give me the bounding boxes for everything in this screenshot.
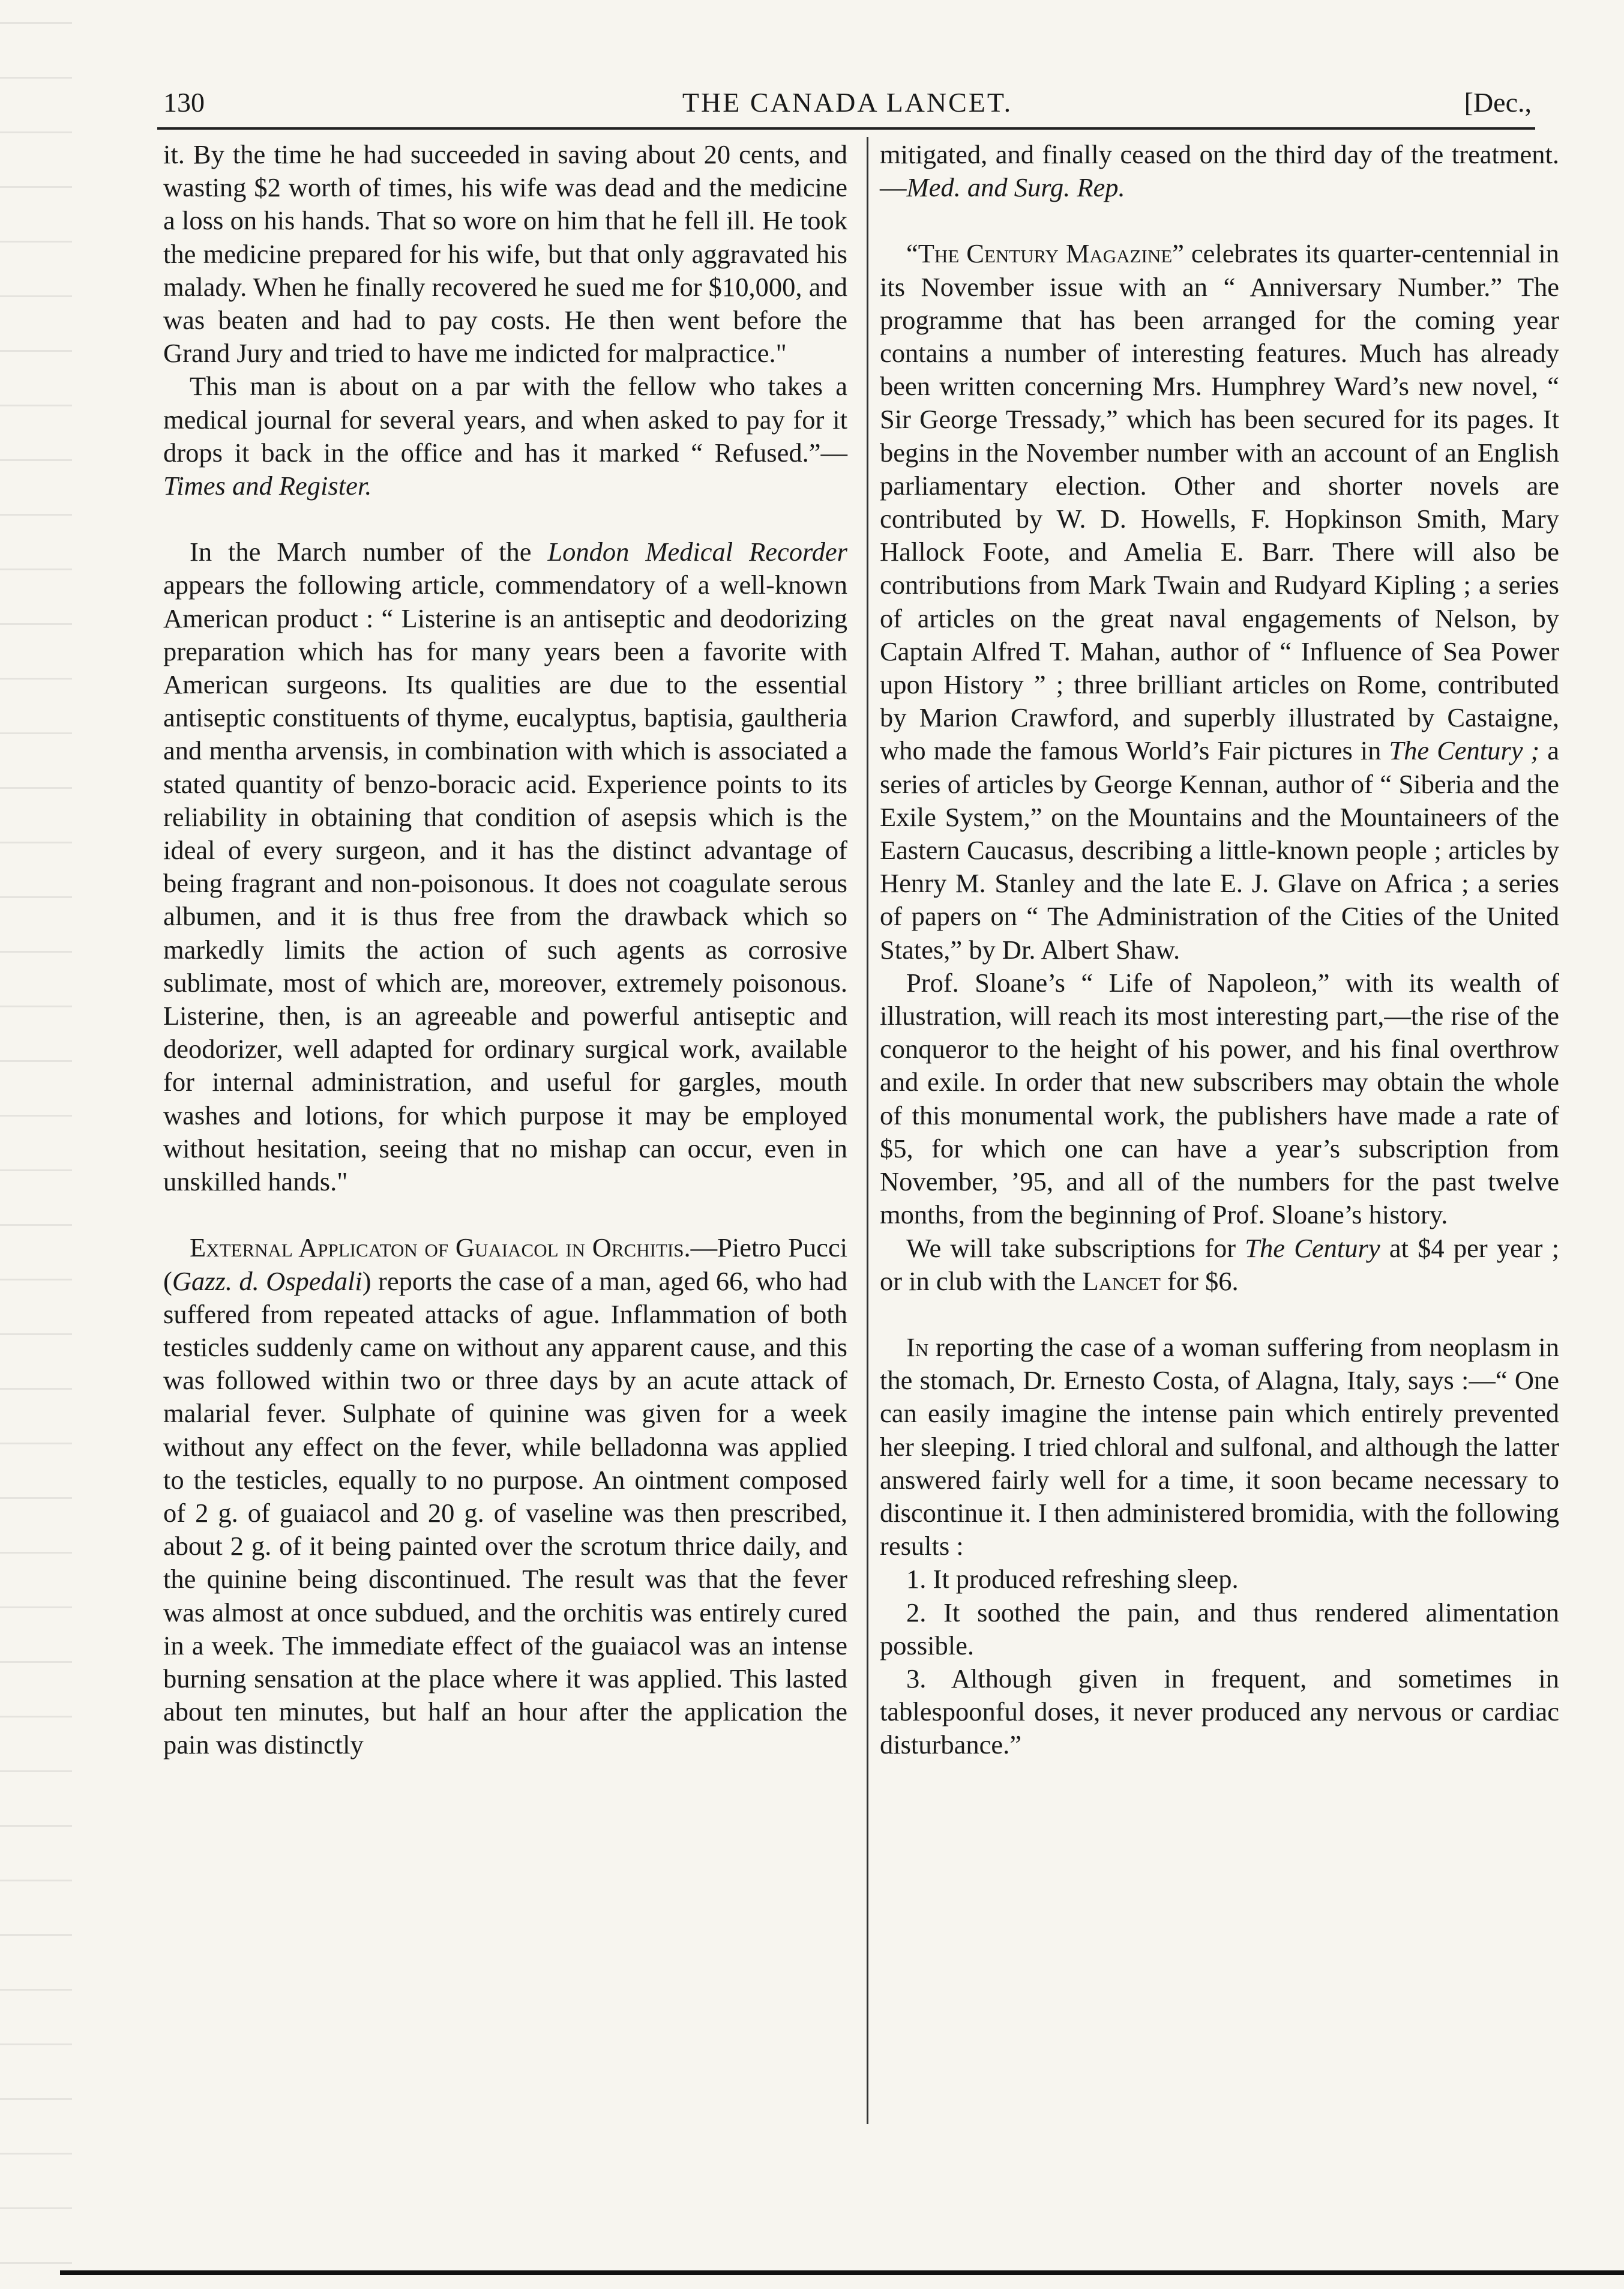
source-citation: Med. and Surg. Rep. bbox=[906, 172, 1125, 203]
section-heading: External Applicaton of Guaiacol in Orchitis. bbox=[190, 1232, 691, 1263]
paragraph-text: a series of articles by George Kennan, author of “ Siberia and the Exile System,” on the Mountains and the Mountaineers of the Eastern Caucasus, describing a little-known people ; articles by Henry M. Stanley and the late E. J. Glave on Africa ; a series of papers on “ The Administration of the Cities of the United States,” by Dr. Albert Shaw. bbox=[880, 735, 1559, 965]
list-item: 1. It produced refreshing sleep. bbox=[906, 1564, 1239, 1594]
paragraph-text: We will take subscriptions for bbox=[906, 1232, 1245, 1263]
source-citation: Times and Register. bbox=[163, 471, 372, 501]
paragraph-gap bbox=[880, 1298, 1559, 1331]
paragraph-napoleon: Prof. Sloane’s “ Life of Napoleon,” with its wealth of illustration, will reach its most interesting part,—the rise of the conqueror to the height of his power, and his final overthrow and exile. In order that new subscribers may obtain the whole of this monumental work, the publishers have made a rate of $5, for which one can have a year’s subscription from November, ’95, and all of the numbers for the past twelve months, from the beginning of Prof. Sloane’s history. bbox=[880, 967, 1559, 1230]
section-heading: “The Century Magazine” bbox=[906, 238, 1184, 269]
paragraph-continued: it. By the time he had succeeded in saving about 20 cents, and wasting $2 worth of times, his wife was dead and the medicine a loss on his hands. That so wore on him that he fell ill. He took the medicine prepared for his wife, but that only aggravated his malady. When he finally recovered he sued me for $10,000, and was beaten and had to pay costs. He then went before the Grand Jury and tried to have me indicted for malpractice." bbox=[163, 139, 847, 369]
paragraph-text: mitigated, and finally ceased on the third day of the treatment.— bbox=[880, 139, 1559, 203]
paragraph-text: In the March number of the bbox=[190, 537, 548, 567]
scan-margin bbox=[0, 0, 72, 2289]
list-item: 3. Although given in frequent, and sometimes in tablespoonful doses, it never produced any nervous or cardiac disturbance.” bbox=[880, 1663, 1559, 1760]
paragraph-gap bbox=[163, 1198, 847, 1231]
journal-name: London Medical Recorder bbox=[547, 537, 847, 567]
paragraph-text: This man is about on a par with the fellow who takes a medical journal for several years, and when asked to pay for it drops it back in the office and has it marked “ Refused.”— bbox=[163, 371, 847, 468]
column-divider bbox=[867, 137, 868, 2124]
issue-month: [Dec., bbox=[1464, 87, 1532, 118]
section-heading: In bbox=[906, 1331, 929, 1362]
page-header bbox=[163, 83, 1532, 127]
paragraph-continued bbox=[880, 138, 1559, 204]
paragraph-text: appears the following article, commendatory of a well-known American product : “ Listerine is an antiseptic and deodorizing preparation which has for many years been a favorite with American surgeons. Its qualities are due to the essential antiseptic constituents of thyme, eucalyptus, baptisia, gaultheria and mentha arvensis, in combination with which is associated a stated quantity of benzo-boracic acid. Experience points to its reliability in obtaining that condition of asepsis which is the ideal of every surgeon, and it has the distinct advantage of being fragrant and non-poisonous. It does not coagulate serous albumen, and it is thus free from the drawback which so markedly limits the action of such agents as corrosive sublimate, most of which are, moreover, extremely poisonous. Listerine, then, is an agreeable and powerful antiseptic and deodorizer, well adapted for ordinary surgical work, available for internal administration, and useful for gargles, mouth washes and lotions, for which purpose it may be employed without hesitation, seeing that no mishap can occur, even in unskilled hands." bbox=[163, 570, 847, 1197]
paragraph-text: celebrates its quarter-centennial in its November issue with an “ Anniversary Number.” The programme that has been arranged for the coming year contains a number of interesting features. Much has already been written concerning Mrs. Humphrey Ward’s new novel, “ Sir George Tressady,” which has been secured for its pages. It begins in the November number with an account of an English parliamentary election. Other and shorter novels are contributed by W. D. Howells, F. Hopkinson Smith, Mary Hallock Foote, and Amelia E. Barr. There will also be contributions from Mark Twain and Rudyard Kipling ; a series of articles on the great naval engagements of Nelson, by Captain Alfred T. Mahan, author of “ Influence of Sea Power upon History ” ; three brilliant articles on Rome, contributed by Marion Crawford, and superbly illustrated by Castaigne, who made the famous World’s Fair pictures in bbox=[880, 238, 1559, 766]
paragraph-journal-note bbox=[163, 370, 847, 502]
journal-name: Lancet bbox=[1082, 1265, 1161, 1296]
paragraph-gap bbox=[163, 502, 847, 535]
header-rule bbox=[157, 127, 1535, 130]
source-citation: Gazz. d. Ospedali bbox=[172, 1265, 362, 1296]
right-column bbox=[880, 138, 1559, 1762]
paragraph-text: —Pietro Pucci ( bbox=[163, 1232, 847, 1296]
paragraph-bromidia bbox=[880, 1331, 1559, 1563]
paragraph-text: at $4 per year ; or in club with the bbox=[880, 1232, 1559, 1296]
magazine-name: The Century bbox=[1245, 1232, 1380, 1263]
paragraph-century bbox=[880, 237, 1559, 966]
paragraph-subscriptions bbox=[880, 1232, 1559, 1298]
list-item: 2. It soothed the pain, and thus rendered alimentation possible. bbox=[880, 1597, 1559, 1660]
page-number: 130 bbox=[163, 87, 205, 118]
journal-title: THE CANADA LANCET. bbox=[682, 87, 1013, 118]
paragraph-guaiacol bbox=[163, 1231, 847, 1761]
magazine-name: The Century ; bbox=[1389, 735, 1540, 766]
paragraph-text: reporting the case of a woman suffering from neoplasm in the stomach, Dr. Ernesto Costa, of Alagna, Italy, says :—“ One can easily imagine the intense pain which entirely prevented her sleeping. I tried chloral and sulfonal, and although the latter answered fairly well for a time, it soon became necessary to discontinue it. I then administered bromidia, with the following results : bbox=[880, 1331, 1559, 1561]
paragraph-listerine bbox=[163, 535, 847, 1198]
page-bottom-edge bbox=[60, 2270, 1624, 2275]
paragraph-text: ) reports the case of a man, aged 66, who had suffered from repeated attacks of ague. Inflammation of both testicles suddenly came on without any apparent cause, and this was followed within two or three days by an acute attack of malarial fever. Sulphate of quinine was given for a week without any effect on the fever, while belladonna was applied to the testicles, equally to no purpose. An ointment composed of 2 g. of guaiacol and 20 g. of vaseline was then prescribed, about 2 g. of it being painted over the scrotum thrice daily, and the quinine being discontinued. The result was that the fever was almost at once subdued, and the orchitis was entirely cured in a week. The immediate effect of the guaiacol was an intense burning sensation at the place where it was applied. This lasted about ten minutes, but half an hour after the application the pain was distinctly bbox=[163, 1265, 847, 1760]
left-column bbox=[163, 138, 847, 1762]
paragraph-text: for $6. bbox=[1160, 1265, 1239, 1296]
paragraph-gap bbox=[880, 204, 1559, 237]
